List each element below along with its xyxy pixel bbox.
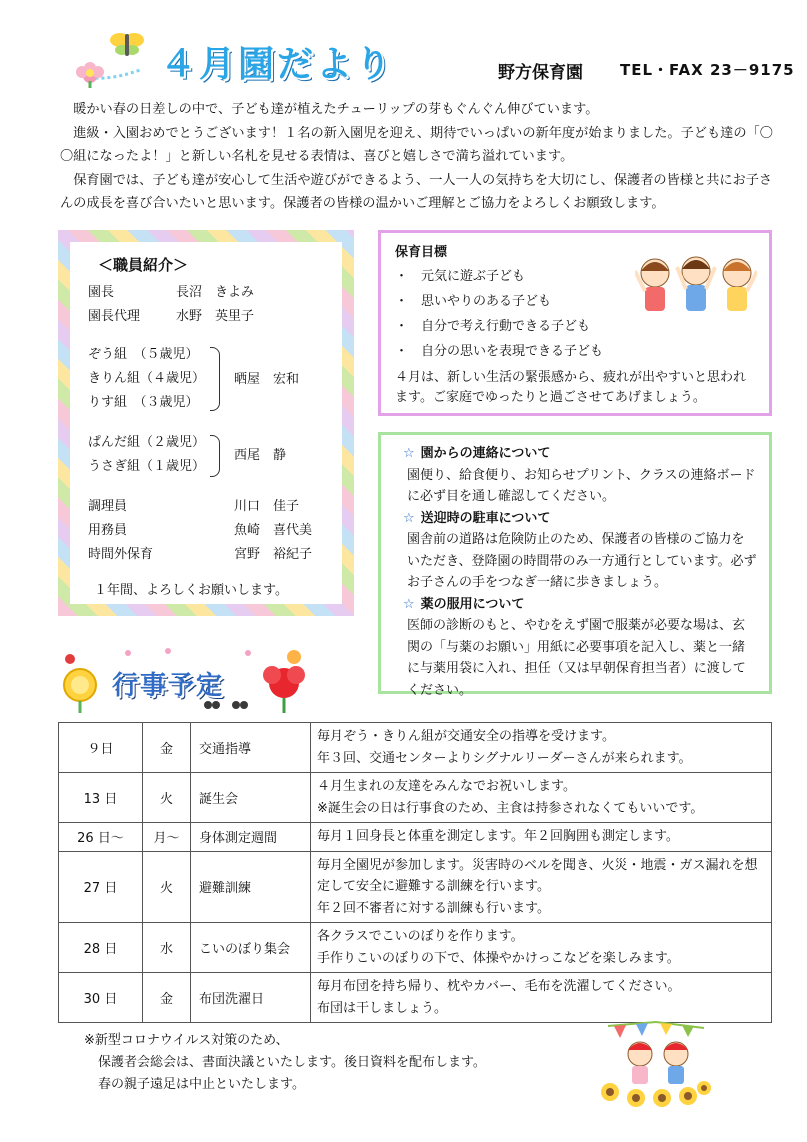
staff-row <box>88 495 338 519</box>
intro-paragraph: 保育園では、子ども達が安心して生活や遊びができるよう、一人一人の気持ちを大切にし、保護者の皆様と共にお子さんの成長を喜び合いたいと思います。保護者の皆様の温かいご理解とご協力をよろしくお願致します。 <box>60 172 773 211</box>
staff-row <box>88 305 338 329</box>
goal-item: ・ 自分で考え行動できる子ども <box>395 319 591 334</box>
event-description: 毎月１回身長と体重を測定します。年２回胸囲も測定します。 <box>311 823 772 852</box>
star-icon: ☆ <box>403 446 415 461</box>
notice-heading: ☆ 園からの連絡について <box>403 446 551 461</box>
table-row <box>59 973 772 1023</box>
notice-body: 園舎前の道路は危険防止のため、保護者の皆様のご協力をいただき、登降園の時間帯のみ一方通行としています。必ずお子さんの手をつなぎ一緒に歩きましょう。 <box>407 532 757 590</box>
staff-title: ＜職員紹介＞ <box>98 256 189 274</box>
children-cheering-icon <box>635 251 757 321</box>
table-row <box>59 723 772 773</box>
intro-text <box>60 98 778 216</box>
staff-name: 宮野 裕紀子 <box>234 547 313 562</box>
notices-box <box>378 432 772 698</box>
notice-heading: ☆ 送迎時の駐車について <box>403 510 551 526</box>
staff-row <box>88 519 338 543</box>
class-name: ぱんだ組（２歳児） <box>88 435 206 450</box>
star-icon: ☆ <box>403 596 415 612</box>
staff-introduction-box <box>58 230 354 616</box>
bracket <box>210 347 220 411</box>
table-row <box>59 923 772 973</box>
notice-heading: ☆ 薬の服用について <box>403 596 525 612</box>
event-name: こいのぼり集会 <box>191 923 311 973</box>
event-day: 27 日 <box>59 851 143 923</box>
event-weekday: 金 <box>143 723 191 773</box>
event-description: 毎月ぞう・きりん組が交通安全の指導を受けます。 年３回、交通センターよりシグナルリーダーさんが来られます。 <box>311 723 772 773</box>
event-description: 各クラスでこいのぼりを作ります。 手作りこいのぼりの下で、体操やかけっこなどを楽しみます。 <box>311 923 772 973</box>
staff-row <box>88 543 338 567</box>
events-title: 行事予定 <box>112 671 225 701</box>
intro-paragraph: 暖かい春の日差しの中で、子ども達が植えたチューリップの芽もぐんぐん伸びています。 <box>73 102 599 117</box>
goal-item: ・ 思いやりのある子ども <box>395 294 552 309</box>
class-group-1 <box>88 343 338 417</box>
staff-role: 園長代理 <box>88 309 141 324</box>
goals-note: ４月は、新しい生活の緊張感から、疲れが出やすいと思われます。ご家庭でゆったりと過ごさせてあげましょう。 <box>395 370 747 405</box>
table-row <box>59 823 772 852</box>
bracket <box>210 435 220 477</box>
event-weekday: 火 <box>143 851 191 923</box>
class-name: きりん組（４歳児） <box>88 371 206 386</box>
staff-role: 用務員 <box>88 523 128 538</box>
event-day: 26 日～ <box>59 823 143 852</box>
class-name: うさぎ組（１歳児） <box>88 459 206 474</box>
table-row <box>59 851 772 923</box>
event-name: 布団洗濯日 <box>191 973 311 1023</box>
staff-name: 魚崎 喜代美 <box>234 523 313 538</box>
star-icon: ☆ <box>403 510 415 526</box>
butterfly-flower-icon <box>70 26 152 88</box>
intro-paragraph: 進級・入園おめでとうございます！１名の新入園児を迎え、期待でいっぱいの新年度が始まりました。子ども達の「〇〇組になったよ！」と新しい名札を見せる表情は、喜びと嬉しさで満ち溢れています。 <box>60 125 773 164</box>
notice-body: 園便り、給食便り、お知らせプリント、クラスの連絡ボードに必ず目を通し確認してください。 <box>407 467 756 504</box>
event-weekday: 水 <box>143 923 191 973</box>
page-title: ４月園だより <box>160 44 395 85</box>
event-day: 28 日 <box>59 923 143 973</box>
staff-name: 水野 英里子 <box>176 309 255 324</box>
staff-role: 時間外保育 <box>88 547 154 562</box>
event-weekday: 金 <box>143 973 191 1023</box>
events-table <box>58 722 772 1023</box>
goals-title: 保育目標 <box>395 245 448 260</box>
event-weekday: 月～ <box>143 823 191 852</box>
class-name: ぞう組 （５歳児） <box>88 347 199 362</box>
event-day: 30 日 <box>59 973 143 1023</box>
teacher-name: 西尾 静 <box>234 448 287 463</box>
staff-footer: １年間、よろしくお願いします。 <box>94 583 288 598</box>
staff-role: 調理員 <box>88 499 128 514</box>
header <box>0 0 807 92</box>
event-day: ９日 <box>59 723 143 773</box>
event-description: 毎月全園児が参加します。災害時のベルを聞き、火災・地震・ガス漏れを想定して安全に避難する訓練を行います。 年２回不審者に対する訓練も行います。 <box>311 851 772 923</box>
staff-name: 長沼 きよみ <box>176 285 255 300</box>
goal-item: ・ 自分の思いを表現できる子ども <box>395 344 604 359</box>
event-name: 身体測定週間 <box>191 823 311 852</box>
goal-item: ・ 元気に遊ぶ子ども <box>395 269 526 284</box>
school-name: 野方保育園 <box>498 63 583 83</box>
event-name: 避難訓練 <box>191 851 311 923</box>
footnote <box>84 1030 486 1096</box>
footnote-line: 春の親子遠足は中止といたします。 <box>98 1077 305 1092</box>
event-name: 誕生会 <box>191 773 311 823</box>
class-name: りす組 （３歳児） <box>88 395 199 410</box>
phone-number: TEL・FAX 23－9175 <box>620 61 795 79</box>
event-weekday: 火 <box>143 773 191 823</box>
notice-body: 医師の診断のもと、やむをえず園で服薬が必要な場は、玄関の「与薬のお願い」用紙に必要事項を記入し、薬と一緒に与薬用袋に入れ、担任（又は早朝保育担当者）に渡してください。 <box>407 618 746 698</box>
staff-name: 川口 佳子 <box>234 499 300 514</box>
staff-role: 園長 <box>88 285 115 300</box>
event-name: 交通指導 <box>191 723 311 773</box>
event-description: ４月生まれの友達をみんなでお祝いします。 ※誕生会の日は行事食のため、主食は持参されなくてもいいです。 <box>311 773 772 823</box>
kids-in-flowers-icon <box>596 1018 714 1110</box>
table-row <box>59 773 772 823</box>
staff-row <box>88 281 338 305</box>
footnote-line: 保護者会総会は、書面決議といたします。後日資料を配布します。 <box>98 1055 486 1070</box>
footnote-line: ※新型コロナウイルス対策のため、 <box>84 1033 289 1048</box>
teacher-name: 晒屋 宏和 <box>234 372 300 387</box>
event-day: 13 日 <box>59 773 143 823</box>
goals-box <box>378 230 772 416</box>
event-description: 毎月布団を持ち帰り、枕やカバー、毛布を洗濯してください。 布団は干しましょう。 <box>311 973 772 1023</box>
class-group-2 <box>88 431 338 481</box>
